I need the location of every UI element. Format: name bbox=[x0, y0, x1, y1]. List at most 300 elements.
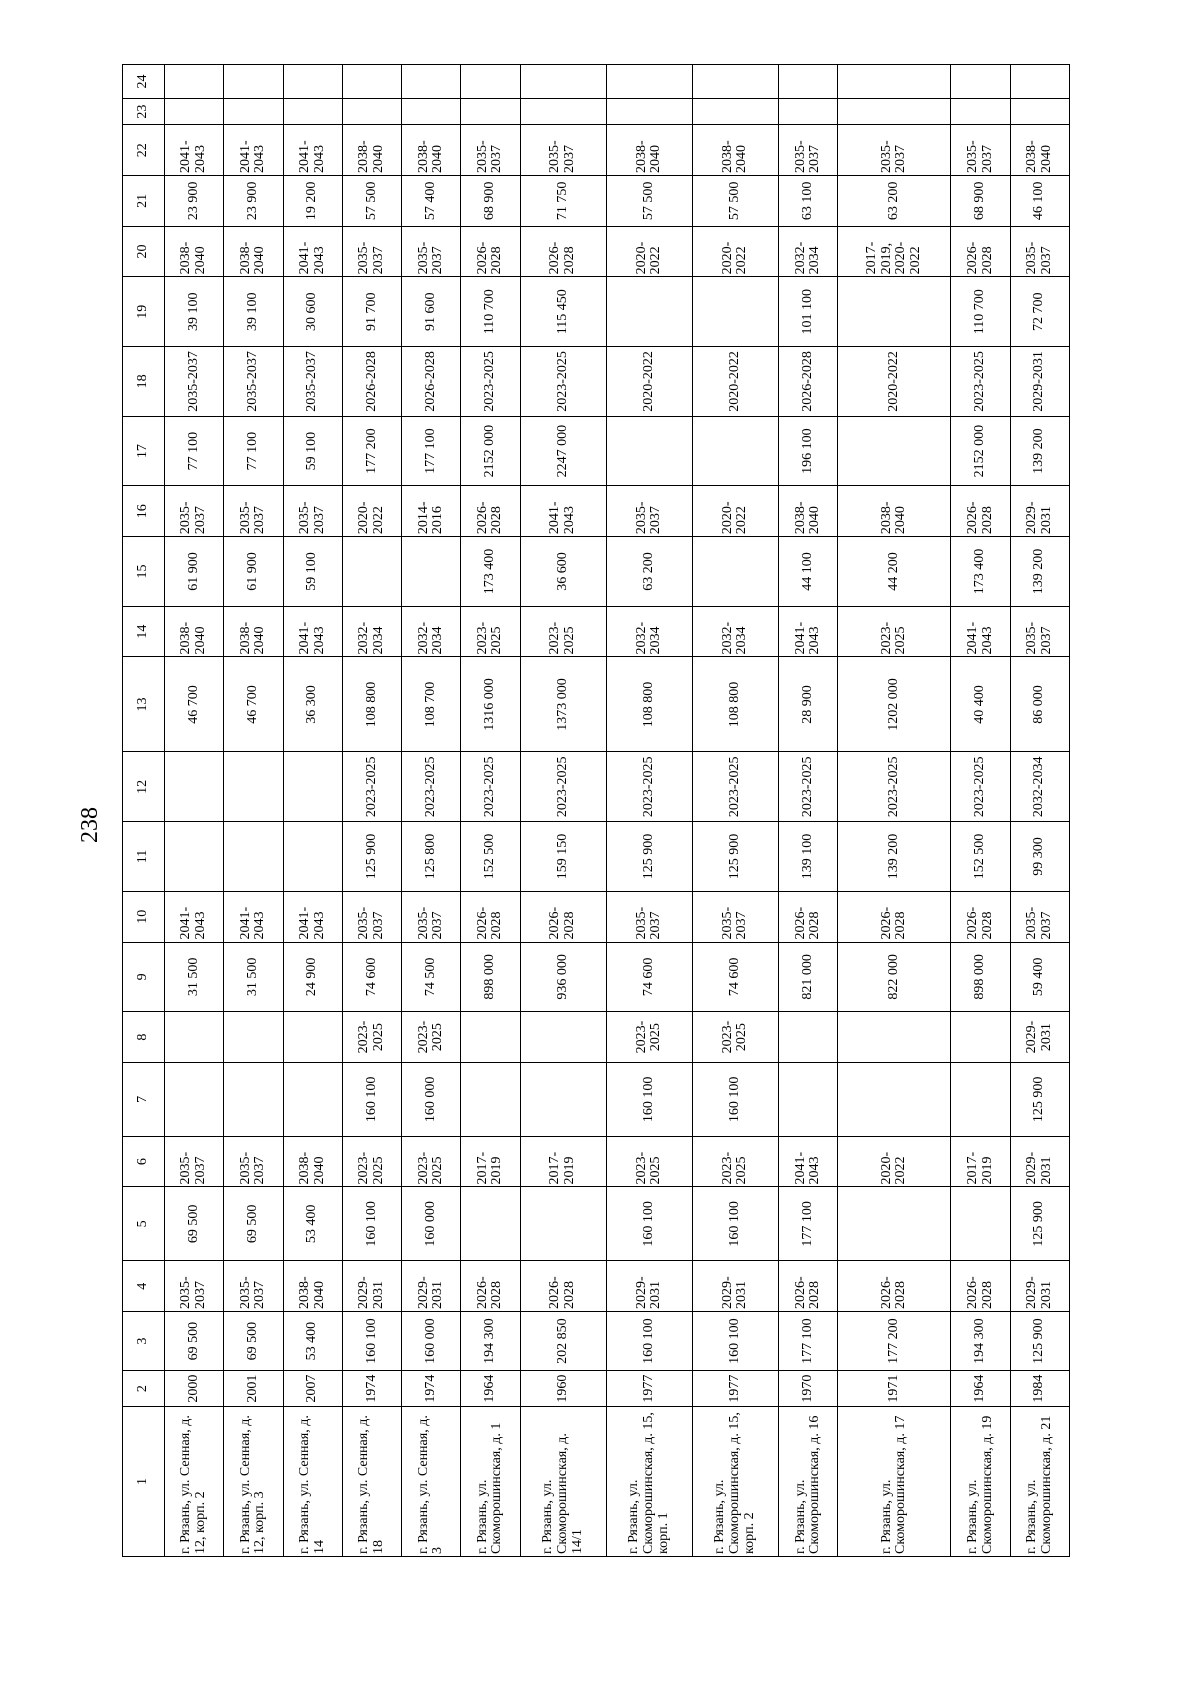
table-cell: 68 900 bbox=[951, 176, 1010, 227]
table-cell bbox=[402, 65, 461, 99]
table-cell: 61 900 bbox=[165, 537, 224, 607]
table-cell: 2017-2019 bbox=[520, 1136, 606, 1187]
column-header: 18 bbox=[123, 347, 165, 417]
table-cell bbox=[692, 277, 778, 347]
table-cell: 69 500 bbox=[165, 1187, 224, 1261]
table-cell bbox=[165, 752, 224, 822]
table-row bbox=[165, 65, 224, 1557]
column-header: 14 bbox=[123, 606, 165, 657]
table-cell: 2026-2028 bbox=[779, 891, 838, 942]
table-cell bbox=[692, 416, 778, 486]
table-cell: 2035-2037 bbox=[165, 1136, 224, 1187]
table-body bbox=[165, 65, 1070, 1557]
table-cell: 2026-2028 bbox=[779, 347, 838, 417]
table-cell: 2007 bbox=[283, 1371, 342, 1407]
table-row bbox=[342, 65, 401, 1557]
table-cell: 2023-2025 bbox=[606, 752, 692, 822]
table-cell: 1964 bbox=[461, 1371, 520, 1407]
table-cell: 91 700 bbox=[342, 277, 401, 347]
column-header: 7 bbox=[123, 1062, 165, 1136]
table-cell: 2038-2040 bbox=[283, 1136, 342, 1187]
table-cell: 2026-2028 bbox=[461, 486, 520, 537]
table-cell bbox=[692, 537, 778, 607]
table-cell bbox=[342, 98, 401, 124]
table-cell bbox=[606, 277, 692, 347]
table-cell: 2023-2025 bbox=[402, 1012, 461, 1063]
table-cell: 108 800 bbox=[692, 657, 778, 752]
table-cell bbox=[1010, 65, 1069, 99]
table-cell: 2041-2043 bbox=[165, 125, 224, 176]
table-cell: 2035-2037 bbox=[342, 226, 401, 277]
table-cell bbox=[606, 416, 692, 486]
table-cell: 2023-2025 bbox=[342, 752, 401, 822]
column-header: 16 bbox=[123, 486, 165, 537]
table-cell: 2023-2025 bbox=[342, 1012, 401, 1063]
table-cell: 63 100 bbox=[779, 176, 838, 227]
table-cell: 2041-2043 bbox=[224, 891, 283, 942]
table-cell: 2017-2019 bbox=[461, 1136, 520, 1187]
table-cell: 63 200 bbox=[838, 176, 951, 227]
table-cell: 2041-2043 bbox=[283, 891, 342, 942]
table-cell: 46 700 bbox=[165, 657, 224, 752]
table-cell bbox=[1010, 98, 1069, 124]
column-header: 12 bbox=[123, 752, 165, 822]
table-cell bbox=[520, 1187, 606, 1261]
table-row bbox=[461, 65, 520, 1557]
table-cell: 110 700 bbox=[951, 277, 1010, 347]
table-cell: 2041-2043 bbox=[165, 891, 224, 942]
column-header: 3 bbox=[123, 1312, 165, 1371]
table-cell: 40 400 bbox=[951, 657, 1010, 752]
table-cell bbox=[520, 1012, 606, 1063]
table-cell: 2035-2037 bbox=[224, 486, 283, 537]
table-cell bbox=[779, 98, 838, 124]
table-cell: 44 100 bbox=[779, 537, 838, 607]
table-cell bbox=[224, 98, 283, 124]
table-cell: 2035-2037 bbox=[283, 486, 342, 537]
table-cell: 160 100 bbox=[606, 1187, 692, 1261]
table-cell bbox=[838, 1062, 951, 1136]
column-header: 23 bbox=[123, 98, 165, 124]
table-cell bbox=[838, 1012, 951, 1063]
table-cell: 23 900 bbox=[224, 176, 283, 227]
table-cell: 159 150 bbox=[520, 822, 606, 892]
table-cell: 59 100 bbox=[283, 537, 342, 607]
address-cell: г. Рязань, ул. Скоморошинская, д. 14/1 bbox=[520, 1407, 606, 1557]
table-cell: 30 600 bbox=[283, 277, 342, 347]
column-header: 20 bbox=[123, 226, 165, 277]
table-cell bbox=[951, 1187, 1010, 1261]
table-cell: 1960 bbox=[520, 1371, 606, 1407]
table-cell: 160 100 bbox=[692, 1187, 778, 1261]
table-cell: 2041-2043 bbox=[779, 606, 838, 657]
table-cell bbox=[283, 65, 342, 99]
table-cell: 39 100 bbox=[224, 277, 283, 347]
table-cell: 2035-2037 bbox=[224, 1136, 283, 1187]
table-cell: 2029-2031 bbox=[1010, 1136, 1069, 1187]
table-cell: 2038-2040 bbox=[606, 125, 692, 176]
table-cell: 2023-2025 bbox=[461, 347, 520, 417]
table-cell: 2029-2031 bbox=[606, 1261, 692, 1312]
table-cell: 2035-2037 bbox=[606, 486, 692, 537]
table-cell: 177 200 bbox=[838, 1312, 951, 1371]
table-cell: 2032-2034 bbox=[342, 606, 401, 657]
table-cell: 2041-2043 bbox=[283, 226, 342, 277]
table-cell: 125 900 bbox=[1010, 1062, 1069, 1136]
table-cell: 2023-2025 bbox=[402, 752, 461, 822]
table-cell: 74 600 bbox=[606, 942, 692, 1012]
table-cell bbox=[165, 1012, 224, 1063]
table-row bbox=[402, 65, 461, 1557]
column-header: 8 bbox=[123, 1012, 165, 1063]
table-cell bbox=[951, 98, 1010, 124]
table-cell: 936 000 bbox=[520, 942, 606, 1012]
table-row bbox=[779, 65, 838, 1557]
table-cell: 36 300 bbox=[283, 657, 342, 752]
table-cell bbox=[165, 822, 224, 892]
table-cell: 1977 bbox=[692, 1371, 778, 1407]
table-cell: 24 900 bbox=[283, 942, 342, 1012]
table-cell: 2023-2025 bbox=[606, 1136, 692, 1187]
table-cell bbox=[951, 1012, 1010, 1063]
table-cell: 2038-2040 bbox=[165, 606, 224, 657]
table-cell: 108 800 bbox=[606, 657, 692, 752]
table-cell: 63 200 bbox=[606, 537, 692, 607]
table-cell: 177 100 bbox=[779, 1187, 838, 1261]
table-cell: 77 100 bbox=[224, 416, 283, 486]
table-cell: 1202 000 bbox=[838, 657, 951, 752]
table-cell: 2032-2034 bbox=[402, 606, 461, 657]
column-header: 4 bbox=[123, 1261, 165, 1312]
table-cell: 2029-2031 bbox=[1010, 486, 1069, 537]
table-cell: 2041-2043 bbox=[520, 486, 606, 537]
table-cell: 2032-2034 bbox=[779, 226, 838, 277]
table-cell: 2029-2031 bbox=[342, 1261, 401, 1312]
table-row bbox=[224, 65, 283, 1557]
table-cell bbox=[779, 65, 838, 99]
table-cell: 2020-2022 bbox=[692, 226, 778, 277]
table-cell: 2026-2028 bbox=[951, 891, 1010, 942]
table-cell bbox=[838, 65, 951, 99]
table-cell: 2035-2037 bbox=[1010, 226, 1069, 277]
table-cell bbox=[461, 65, 520, 99]
table-cell: 2035-2037 bbox=[838, 125, 951, 176]
table-cell bbox=[779, 1062, 838, 1136]
table-cell: 2023-2025 bbox=[779, 752, 838, 822]
column-header: 19 bbox=[123, 277, 165, 347]
table-cell: 2020-2022 bbox=[606, 226, 692, 277]
table-cell: 101 100 bbox=[779, 277, 838, 347]
table-cell: 2020-2022 bbox=[606, 347, 692, 417]
address-cell: г. Рязань, ул. Сенная, д. 3 bbox=[402, 1407, 461, 1557]
table-cell: 2041-2043 bbox=[283, 606, 342, 657]
table-cell: 2023-2025 bbox=[461, 752, 520, 822]
address-cell: г. Рязань, ул. Сенная, д. 14 bbox=[283, 1407, 342, 1557]
table-cell: 2023-2025 bbox=[461, 606, 520, 657]
table-cell: 2038-2040 bbox=[838, 486, 951, 537]
table-cell: 160 100 bbox=[692, 1312, 778, 1371]
table-cell: 177 100 bbox=[402, 416, 461, 486]
table-cell: 1373 000 bbox=[520, 657, 606, 752]
table-cell: 2152 000 bbox=[951, 416, 1010, 486]
table-cell: 2035-2037 bbox=[606, 891, 692, 942]
table-cell: 72 700 bbox=[1010, 277, 1069, 347]
table-cell: 2023-2025 bbox=[951, 347, 1010, 417]
address-cell: г. Рязань, ул. Скоморошинская, д. 16 bbox=[779, 1407, 838, 1557]
table-cell: 822 000 bbox=[838, 942, 951, 1012]
table-cell: 2017-2019, 2020-2022 bbox=[838, 226, 951, 277]
address-cell: г. Рязань, ул. Сенная, д. 18 bbox=[342, 1407, 401, 1557]
table-cell: 2026-2028 bbox=[838, 1261, 951, 1312]
table-cell: 2038-2040 bbox=[1010, 125, 1069, 176]
table-cell: 2026-2028 bbox=[520, 891, 606, 942]
table-cell: 2023-2025 bbox=[606, 1012, 692, 1063]
column-header: 15 bbox=[123, 537, 165, 607]
column-header: 24 bbox=[123, 65, 165, 99]
table-cell: 2035-2037 bbox=[165, 486, 224, 537]
table-cell: 160 100 bbox=[342, 1187, 401, 1261]
address-cell: г. Рязань, ул. Скоморошинская, д. 19 bbox=[951, 1407, 1010, 1557]
table-cell: 2035-2037 bbox=[461, 125, 520, 176]
table-cell: 2247 000 bbox=[520, 416, 606, 486]
table-row bbox=[283, 65, 342, 1557]
table-cell: 59 100 bbox=[283, 416, 342, 486]
column-header: 1 bbox=[123, 1407, 165, 1557]
table-cell: 2001 bbox=[224, 1371, 283, 1407]
table-cell: 2029-2031 bbox=[1010, 1012, 1069, 1063]
table-cell: 2023-2025 bbox=[692, 1012, 778, 1063]
table-cell: 2038-2040 bbox=[779, 486, 838, 537]
table-cell: 31 500 bbox=[224, 942, 283, 1012]
table-cell bbox=[461, 1187, 520, 1261]
table-cell: 2035-2037 bbox=[520, 125, 606, 176]
table-cell: 194 300 bbox=[461, 1312, 520, 1371]
table-cell: 152 500 bbox=[951, 822, 1010, 892]
table-cell bbox=[461, 98, 520, 124]
table-cell: 2041-2043 bbox=[283, 125, 342, 176]
table-cell: 160 100 bbox=[606, 1062, 692, 1136]
address-cell: г. Рязань, ул. Скоморошинская, д. 21 bbox=[1010, 1407, 1069, 1557]
table-cell: 2035-2037 bbox=[779, 125, 838, 176]
table-cell: 2023-2025 bbox=[520, 606, 606, 657]
column-header: 22 bbox=[123, 125, 165, 176]
table-cell bbox=[165, 1062, 224, 1136]
table-cell: 2035-2037 bbox=[692, 891, 778, 942]
table-cell: 28 900 bbox=[779, 657, 838, 752]
table-cell: 125 900 bbox=[692, 822, 778, 892]
table-cell: 91 600 bbox=[402, 277, 461, 347]
column-header: 9 bbox=[123, 942, 165, 1012]
table-cell: 173 400 bbox=[951, 537, 1010, 607]
table-cell: 1974 bbox=[402, 1371, 461, 1407]
table-cell: 2026-2028 bbox=[342, 347, 401, 417]
table-cell: 74 600 bbox=[692, 942, 778, 1012]
table-cell: 1977 bbox=[606, 1371, 692, 1407]
table-cell bbox=[283, 1012, 342, 1063]
table-cell: 2020-2022 bbox=[838, 1136, 951, 1187]
table-cell bbox=[224, 1062, 283, 1136]
column-header: 13 bbox=[123, 657, 165, 752]
table-cell: 125 800 bbox=[402, 822, 461, 892]
table-cell bbox=[520, 1062, 606, 1136]
table-cell: 2023-2025 bbox=[520, 347, 606, 417]
table-cell: 2026-2028 bbox=[461, 226, 520, 277]
table-cell: 1964 bbox=[951, 1371, 1010, 1407]
table-cell: 23 900 bbox=[165, 176, 224, 227]
table-cell: 2032-2034 bbox=[606, 606, 692, 657]
address-cell: г. Рязань, ул. Скоморошинская, д. 17 bbox=[838, 1407, 951, 1557]
table-row bbox=[838, 65, 951, 1557]
table-cell: 152 500 bbox=[461, 822, 520, 892]
table-cell: 2038-2040 bbox=[224, 226, 283, 277]
column-header: 6 bbox=[123, 1136, 165, 1187]
table-cell: 110 700 bbox=[461, 277, 520, 347]
table-cell bbox=[951, 65, 1010, 99]
column-header: 10 bbox=[123, 891, 165, 942]
table-cell bbox=[520, 98, 606, 124]
table-cell: 31 500 bbox=[165, 942, 224, 1012]
table-row bbox=[520, 65, 606, 1557]
table-cell: 36 600 bbox=[520, 537, 606, 607]
table-cell bbox=[692, 65, 778, 99]
table-cell: 74 600 bbox=[342, 942, 401, 1012]
table-cell: 2038-2040 bbox=[224, 606, 283, 657]
table-row bbox=[606, 65, 692, 1557]
table-row bbox=[692, 65, 778, 1557]
table-row bbox=[951, 65, 1010, 1557]
table-cell: 2032-2034 bbox=[692, 606, 778, 657]
table-cell: 53 400 bbox=[283, 1312, 342, 1371]
table-cell: 2023-2025 bbox=[692, 752, 778, 822]
table-cell: 2026-2028 bbox=[520, 226, 606, 277]
table-cell: 196 100 bbox=[779, 416, 838, 486]
table-cell: 2023-2025 bbox=[692, 1136, 778, 1187]
table-cell: 2023-2025 bbox=[342, 1136, 401, 1187]
table-cell: 57 500 bbox=[606, 176, 692, 227]
table-cell: 2038-2040 bbox=[402, 125, 461, 176]
table-cell: 160 000 bbox=[402, 1187, 461, 1261]
table-cell: 108 700 bbox=[402, 657, 461, 752]
table-cell: 160 000 bbox=[402, 1062, 461, 1136]
rotated-table-wrapper bbox=[122, 64, 1070, 1557]
table-cell: 86 000 bbox=[1010, 657, 1069, 752]
column-header: 5 bbox=[123, 1187, 165, 1261]
table-cell: 2026-2028 bbox=[520, 1261, 606, 1312]
table-cell: 1971 bbox=[838, 1371, 951, 1407]
table-cell: 898 000 bbox=[951, 942, 1010, 1012]
table-cell: 57 500 bbox=[692, 176, 778, 227]
table-cell: 2152 000 bbox=[461, 416, 520, 486]
table-cell bbox=[283, 1062, 342, 1136]
table-cell: 2026-2028 bbox=[461, 1261, 520, 1312]
table-cell bbox=[342, 537, 401, 607]
table-cell: 898 000 bbox=[461, 942, 520, 1012]
table-cell: 2038-2040 bbox=[692, 125, 778, 176]
table-cell: 139 100 bbox=[779, 822, 838, 892]
table-cell: 2035-2037 bbox=[165, 1261, 224, 1312]
table-cell: 821 000 bbox=[779, 942, 838, 1012]
table-cell: 2038-2040 bbox=[283, 1261, 342, 1312]
table-cell: 61 900 bbox=[224, 537, 283, 607]
table-cell: 2026-2028 bbox=[779, 1261, 838, 1312]
table-cell: 69 500 bbox=[165, 1312, 224, 1371]
table-cell: 2029-2031 bbox=[692, 1261, 778, 1312]
address-cell: г. Рязань, ул. Сенная, д. 12, корп. 2 bbox=[165, 1407, 224, 1557]
table-cell: 2029-2031 bbox=[1010, 347, 1069, 417]
table-cell bbox=[165, 65, 224, 99]
table-cell: 53 400 bbox=[283, 1187, 342, 1261]
table-cell bbox=[838, 98, 951, 124]
table-cell: 46 100 bbox=[1010, 176, 1069, 227]
table-cell: 2035-2037 bbox=[402, 891, 461, 942]
table-cell bbox=[283, 98, 342, 124]
table-cell: 125 900 bbox=[606, 822, 692, 892]
table-cell: 2035-2037 bbox=[951, 125, 1010, 176]
table-cell: 2023-2025 bbox=[838, 752, 951, 822]
table-cell: 2035-2037 bbox=[1010, 606, 1069, 657]
table-cell: 2023-2025 bbox=[402, 1136, 461, 1187]
table-cell bbox=[461, 1012, 520, 1063]
table-cell: 2035-2037 bbox=[1010, 891, 1069, 942]
table-cell bbox=[402, 98, 461, 124]
table-cell: 160 100 bbox=[342, 1062, 401, 1136]
table-cell: 2029-2031 bbox=[1010, 1261, 1069, 1312]
table-cell bbox=[692, 98, 778, 124]
table-cell: 173 400 bbox=[461, 537, 520, 607]
table-cell bbox=[461, 1062, 520, 1136]
table-cell: 57 400 bbox=[402, 176, 461, 227]
table-cell: 202 850 bbox=[520, 1312, 606, 1371]
table-cell: 19 200 bbox=[283, 176, 342, 227]
table-cell bbox=[520, 65, 606, 99]
table-row bbox=[1010, 65, 1069, 1557]
table-cell: 160 100 bbox=[606, 1312, 692, 1371]
table-cell: 115 450 bbox=[520, 277, 606, 347]
table-cell: 139 200 bbox=[838, 822, 951, 892]
table-cell: 2023-2025 bbox=[838, 606, 951, 657]
table-cell bbox=[606, 98, 692, 124]
table-cell bbox=[342, 65, 401, 99]
table-cell: 194 300 bbox=[951, 1312, 1010, 1371]
table-cell bbox=[402, 537, 461, 607]
table-cell: 160 100 bbox=[692, 1062, 778, 1136]
table-cell: 2023-2025 bbox=[951, 752, 1010, 822]
table-cell: 2020-2022 bbox=[838, 347, 951, 417]
table-cell: 2026-2028 bbox=[951, 226, 1010, 277]
table-cell: 59 400 bbox=[1010, 942, 1069, 1012]
table-cell: 69 500 bbox=[224, 1312, 283, 1371]
table-cell: 2026-2028 bbox=[951, 1261, 1010, 1312]
table-cell: 177 100 bbox=[779, 1312, 838, 1371]
table-cell bbox=[951, 1062, 1010, 1136]
table-cell: 2020-2022 bbox=[692, 347, 778, 417]
table-cell: 2029-2031 bbox=[402, 1261, 461, 1312]
table-cell: 2038-2040 bbox=[342, 125, 401, 176]
address-cell: г. Рязань, ул. Скоморошинская, д. 15, корп. 1 bbox=[606, 1407, 692, 1557]
column-header: 2 bbox=[123, 1371, 165, 1407]
table-cell: 125 900 bbox=[1010, 1187, 1069, 1261]
address-cell: г. Рязань, ул. Сенная, д. 12, корп. 3 bbox=[224, 1407, 283, 1557]
column-header: 17 bbox=[123, 416, 165, 486]
table-cell bbox=[224, 1012, 283, 1063]
table-cell: 2035-2037 bbox=[224, 1261, 283, 1312]
table-cell: 99 300 bbox=[1010, 822, 1069, 892]
table-cell bbox=[165, 98, 224, 124]
column-header: 21 bbox=[123, 176, 165, 227]
table-cell: 1984 bbox=[1010, 1371, 1069, 1407]
table-cell: 2020-2022 bbox=[342, 486, 401, 537]
table-cell: 2035-2037 bbox=[283, 347, 342, 417]
